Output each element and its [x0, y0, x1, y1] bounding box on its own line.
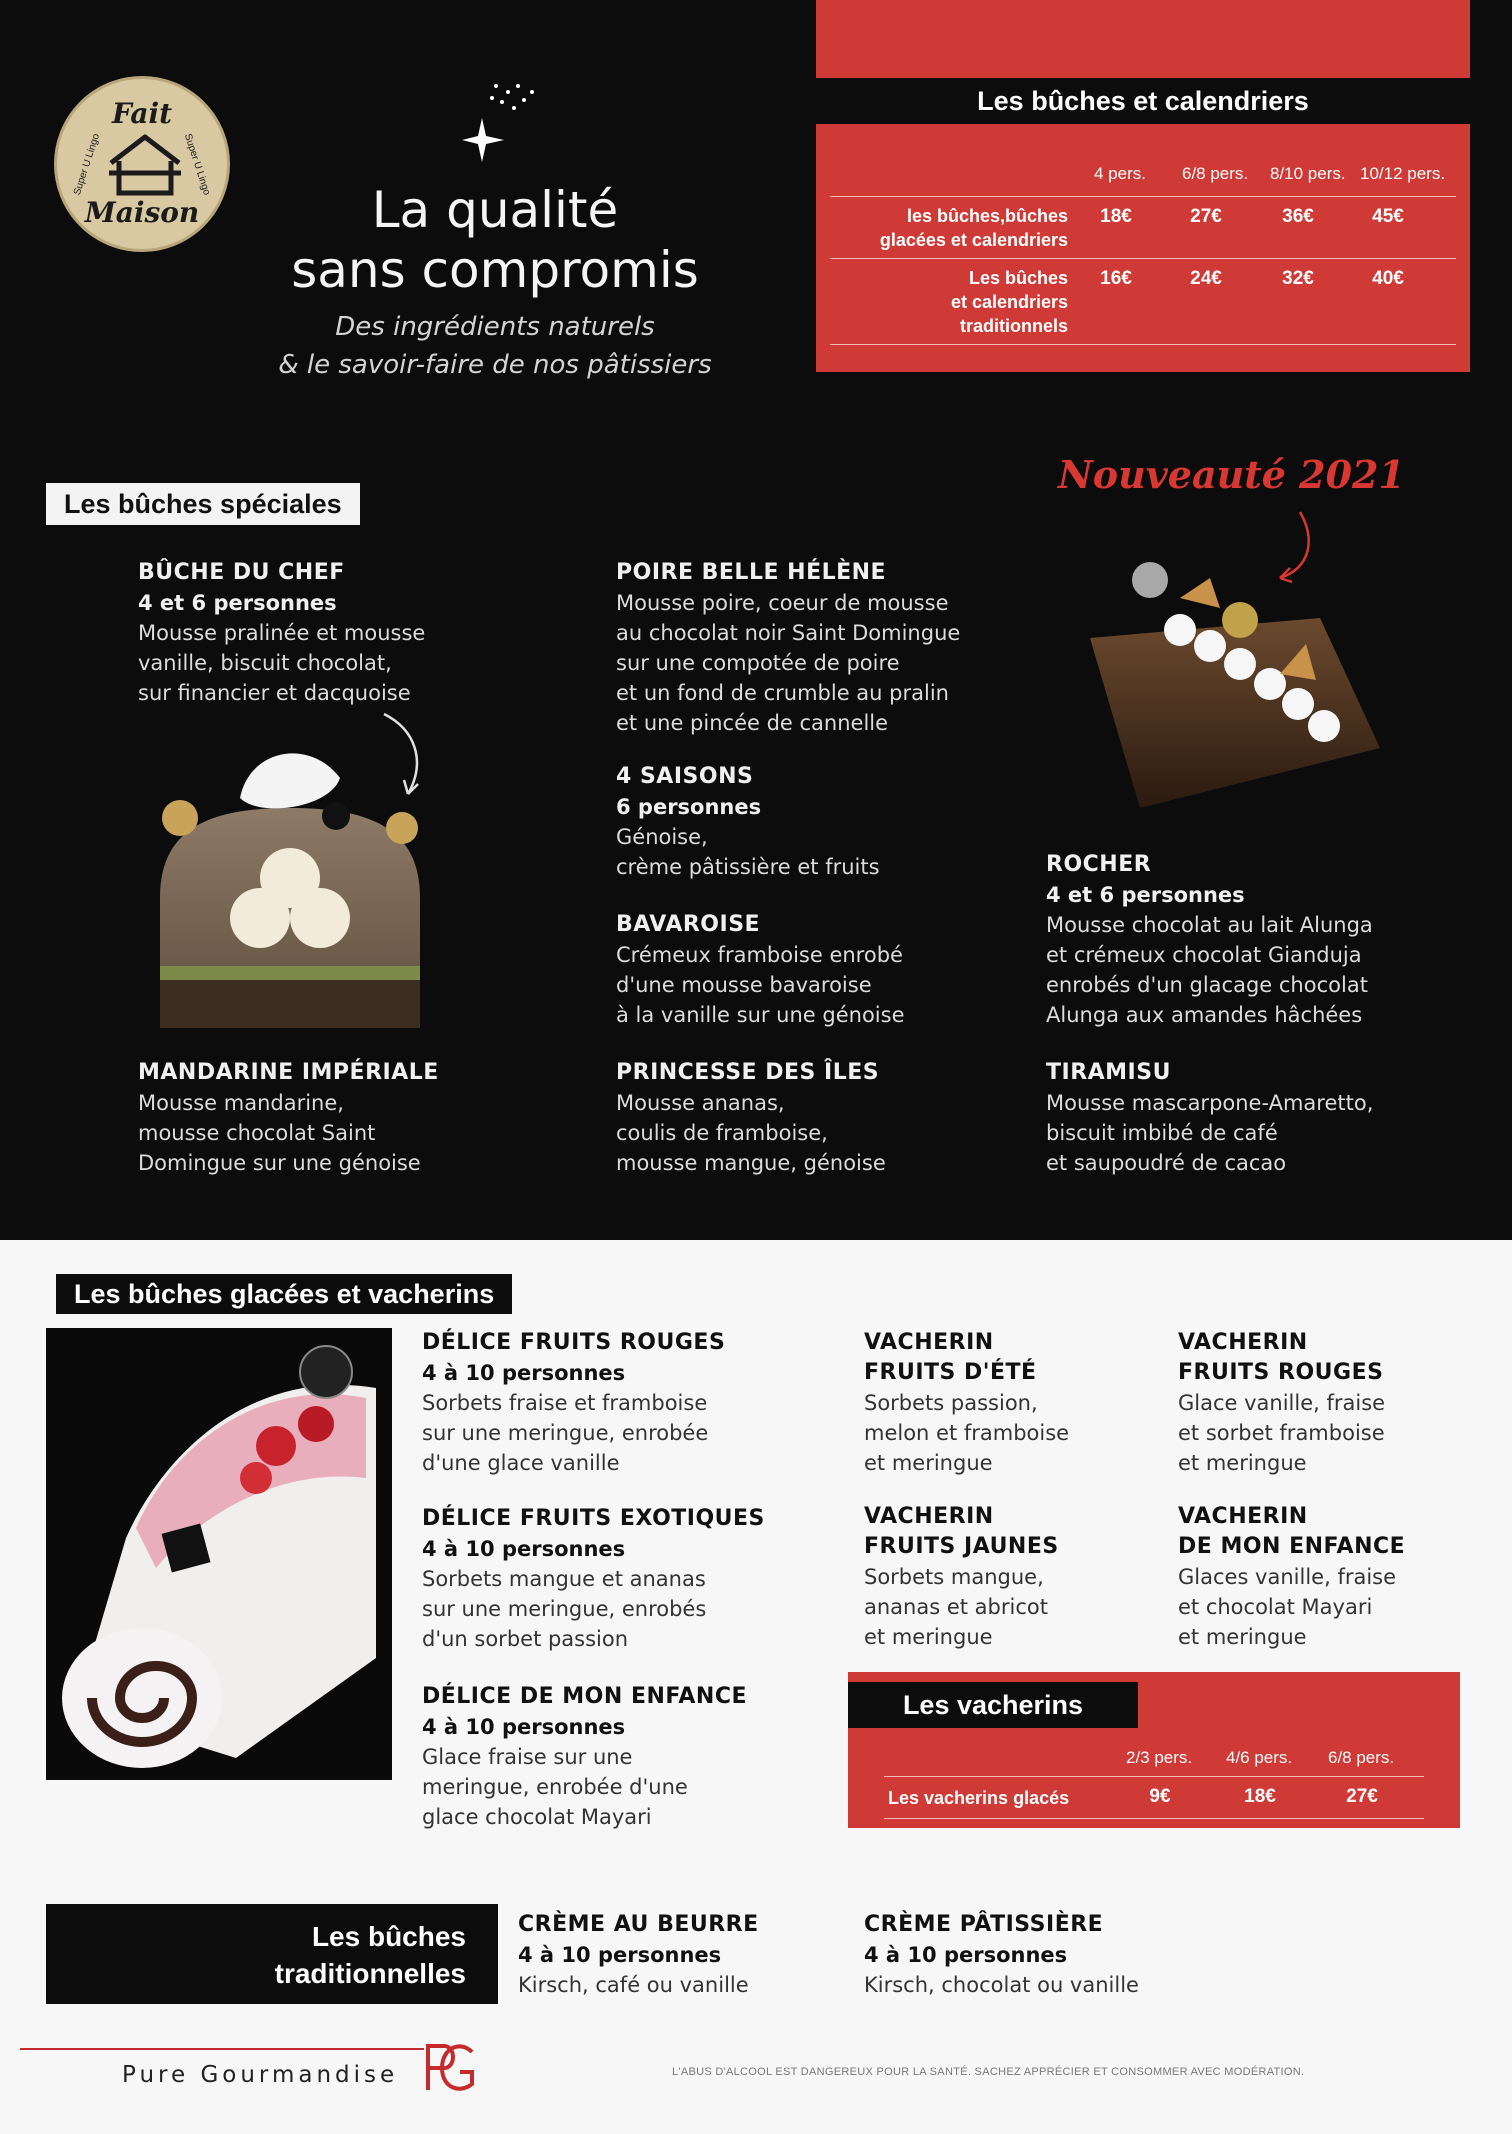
price-cell: 24€ [1190, 268, 1222, 289]
headline-line2: sans compromis [291, 241, 699, 299]
price-cell: 40€ [1372, 268, 1404, 289]
row-label: Les vacherins glacés [888, 1788, 1070, 1808]
vacherins-table-title: Les vacherins [848, 1682, 1138, 1728]
rocher-photo [1080, 548, 1390, 828]
item-name: TIRAMISU [1046, 1060, 1171, 1085]
divider [830, 344, 1456, 345]
item-vacherin-de-mon-enfance [1178, 1502, 1405, 1652]
item-persons: 4 et 6 personnes [138, 591, 337, 615]
item-creme-patissiere [864, 1910, 1139, 2000]
col-header: 8/10 pers. [1270, 164, 1346, 183]
price-cell: 45€ [1372, 206, 1404, 227]
item-4-saisons [616, 762, 880, 882]
item-description: Glaces vanille, fraise et chocolat Mayari et meringue [1178, 1565, 1397, 1649]
headline-line1: La qualité [371, 181, 619, 239]
item-persons: 4 à 10 personnes [864, 1943, 1068, 1967]
item-description: Sorbets fraise et framboise sur une meringue, enrobée d'une glace vanille [422, 1391, 709, 1475]
item-name: POIRE BELLE HÉLÈNE [616, 560, 887, 585]
logo-bottom-text: Maison [84, 196, 200, 229]
col-header: 4/6 pers. [1226, 1748, 1293, 1767]
item-description: Glace vanille, fraise et sorbet framboise et meringue [1178, 1391, 1386, 1475]
price-cell: 27€ [1346, 1786, 1378, 1807]
specials-title: Les bûches spéciales [46, 483, 360, 525]
item-tiramisu [1046, 1058, 1373, 1178]
item-name: 4 SAISONS [616, 764, 754, 789]
item-name: DÉLICE DE MON ENFANCE [422, 1684, 747, 1709]
item-delice-fruits-exotiques [422, 1504, 765, 1654]
price-cell: 16€ [1100, 268, 1132, 289]
item-name: BAVAROISE [616, 912, 761, 937]
divider [830, 196, 1456, 197]
logo-left-text: Super U Lingo [71, 132, 103, 197]
headline-sub2: & le savoir-faire de nos pâtissiers [278, 350, 712, 380]
buches-price-table [816, 124, 1470, 372]
col-header: 6/8 pers. [1182, 164, 1249, 183]
house-icon [105, 133, 185, 199]
pg-logo-icon [420, 2040, 480, 2096]
item-description: Kirsch, chocolat ou vanille [864, 1973, 1139, 1997]
divider [884, 1776, 1424, 1777]
item-name: DÉLICE FRUITS ROUGES [422, 1330, 726, 1355]
price-cell: 9€ [1149, 1786, 1171, 1807]
col-header: 4 pers. [1094, 164, 1146, 183]
item-name: VACHERIN FRUITS ROUGES [1178, 1330, 1384, 1385]
item-name: CRÈME AU BEURRE [518, 1912, 759, 1937]
vacherins-price-table [848, 1672, 1460, 1828]
item-delice-de-mon-enfance [422, 1682, 747, 1832]
item-description: Kirsch, café ou vanille [518, 1973, 749, 1997]
arrow-icon [380, 710, 430, 800]
price-cell: 36€ [1282, 206, 1314, 227]
item-description: Sorbets passion, melon et framboise et meringue [864, 1391, 1070, 1475]
item-description: Mousse poire, coeur de mousse au chocolat noir Saint Domingue sur une compotée de poire et un fond de crumble au pralin et une pincée de cannelle [616, 591, 961, 735]
price-cell: 18€ [1244, 1786, 1276, 1807]
item-name: CRÈME PÂTISSIÈRE [864, 1912, 1104, 1937]
glacees-section [0, 1240, 1512, 2134]
item-poire-belle-helene [616, 558, 960, 738]
item-vacherin-fruits-rouges [1178, 1328, 1385, 1478]
item-name: BÛCHE DU CHEF [138, 560, 345, 585]
fait-maison-logo [54, 76, 230, 252]
item-rocher [1046, 850, 1373, 1030]
item-description: Sorbets mangue et ananas sur une meringue, enrobés d'un sorbet passion [422, 1567, 707, 1651]
glacees-title: Les bûches glacées et vacherins [56, 1274, 512, 1314]
item-description: Mousse pralinée et mousse vanille, biscuit chocolat, sur financier et dacquoise [138, 621, 426, 705]
item-description: Crémeux framboise enrobé d'une mousse bavaroise à la vanille sur une génoise [616, 943, 905, 1027]
brand-divider [20, 2048, 424, 2050]
item-persons: 6 personnes [616, 795, 762, 819]
item-name: DÉLICE FRUITS EXOTIQUES [422, 1506, 765, 1531]
item-name: PRINCESSE DES ÎLES [616, 1060, 880, 1085]
logo-top-text: Fait [111, 97, 173, 130]
price-cell: 18€ [1100, 206, 1132, 227]
item-vacherin-fruits-ete [864, 1328, 1069, 1478]
item-vacherin-fruits-jaunes [864, 1502, 1059, 1652]
item-mandarine-imperiale [138, 1058, 439, 1178]
item-name: VACHERIN FRUITS D'ÉTÉ [864, 1330, 1037, 1385]
item-princesse-des-iles [616, 1058, 886, 1178]
buches-table-title: Les bûches et calendriers [816, 78, 1470, 124]
item-description: Glace fraise sur une meringue, enrobée d'une glace chocolat Mayari [422, 1745, 688, 1829]
stars-icon [462, 78, 542, 168]
item-delice-fruits-rouges [422, 1328, 725, 1478]
item-description: Mousse mascarpone-Amaretto, biscuit imbibé de café et saupoudré de cacao [1046, 1091, 1374, 1175]
item-persons: 4 et 6 personnes [1046, 883, 1245, 907]
col-header: 10/12 pers. [1360, 164, 1446, 183]
item-bavaroise [616, 910, 905, 1030]
col-header: 6/8 pers. [1328, 1748, 1395, 1767]
item-description: Sorbets mangue, ananas et abricot et meringue [864, 1565, 1048, 1649]
col-header: 2/3 pers. [1126, 1748, 1193, 1767]
item-description: Mousse mandarine, mousse chocolat Saint Domingue sur une génoise [138, 1091, 421, 1175]
item-persons: 4 à 10 personnes [422, 1361, 626, 1385]
item-name: VACHERIN DE MON ENFANCE [1178, 1504, 1406, 1559]
headline [250, 180, 740, 384]
red-banner [816, 0, 1470, 78]
item-description: Mousse ananas, coulis de framboise, mousse mangue, génoise [616, 1091, 886, 1175]
price-cell: 27€ [1190, 206, 1222, 227]
brand-name: Pure Gourmandise [122, 2062, 399, 2088]
item-name: VACHERIN FRUITS JAUNES [864, 1504, 1059, 1559]
item-persons: 4 à 10 personnes [518, 1943, 722, 1967]
item-buche-du-chef [138, 558, 425, 708]
item-description: Génoise, crème pâtissière et fruits [616, 825, 880, 879]
buche-glacee-photo [46, 1328, 392, 1780]
row-label: les bûches,bûches glacées et calendriers [879, 206, 1068, 250]
item-description: Mousse chocolat au lait Alunga et crémeux chocolat Gianduja enrobés d'un glacage chocolat Alunga aux amandes hâchées [1046, 913, 1373, 1027]
item-name: MANDARINE IMPÉRIALE [138, 1060, 439, 1085]
traditionnelles-title: Les bûches traditionnelles [46, 1904, 498, 2004]
item-persons: 4 à 10 personnes [422, 1537, 626, 1561]
logo-right-text: Super U Lingo [181, 132, 213, 197]
divider [830, 258, 1456, 259]
disclaimer: L'ABUS D'ALCOOL EST DANGEREUX POUR LA SANTÉ. SACHEZ APPRÉCIER ET CONSOMMER AVEC MODÉRATION. [672, 2066, 1305, 2078]
item-creme-au-beurre [518, 1910, 759, 2000]
divider [884, 1818, 1424, 1819]
price-cell: 32€ [1282, 268, 1314, 289]
row-label: Les bûches et calendriers traditionnels [950, 268, 1068, 336]
item-persons: 4 à 10 personnes [422, 1715, 626, 1739]
headline-sub1: Des ingrédients naturels [335, 312, 655, 342]
nouveaute-label: Nouveauté 2021 [1058, 452, 1405, 497]
item-name: ROCHER [1046, 852, 1152, 877]
